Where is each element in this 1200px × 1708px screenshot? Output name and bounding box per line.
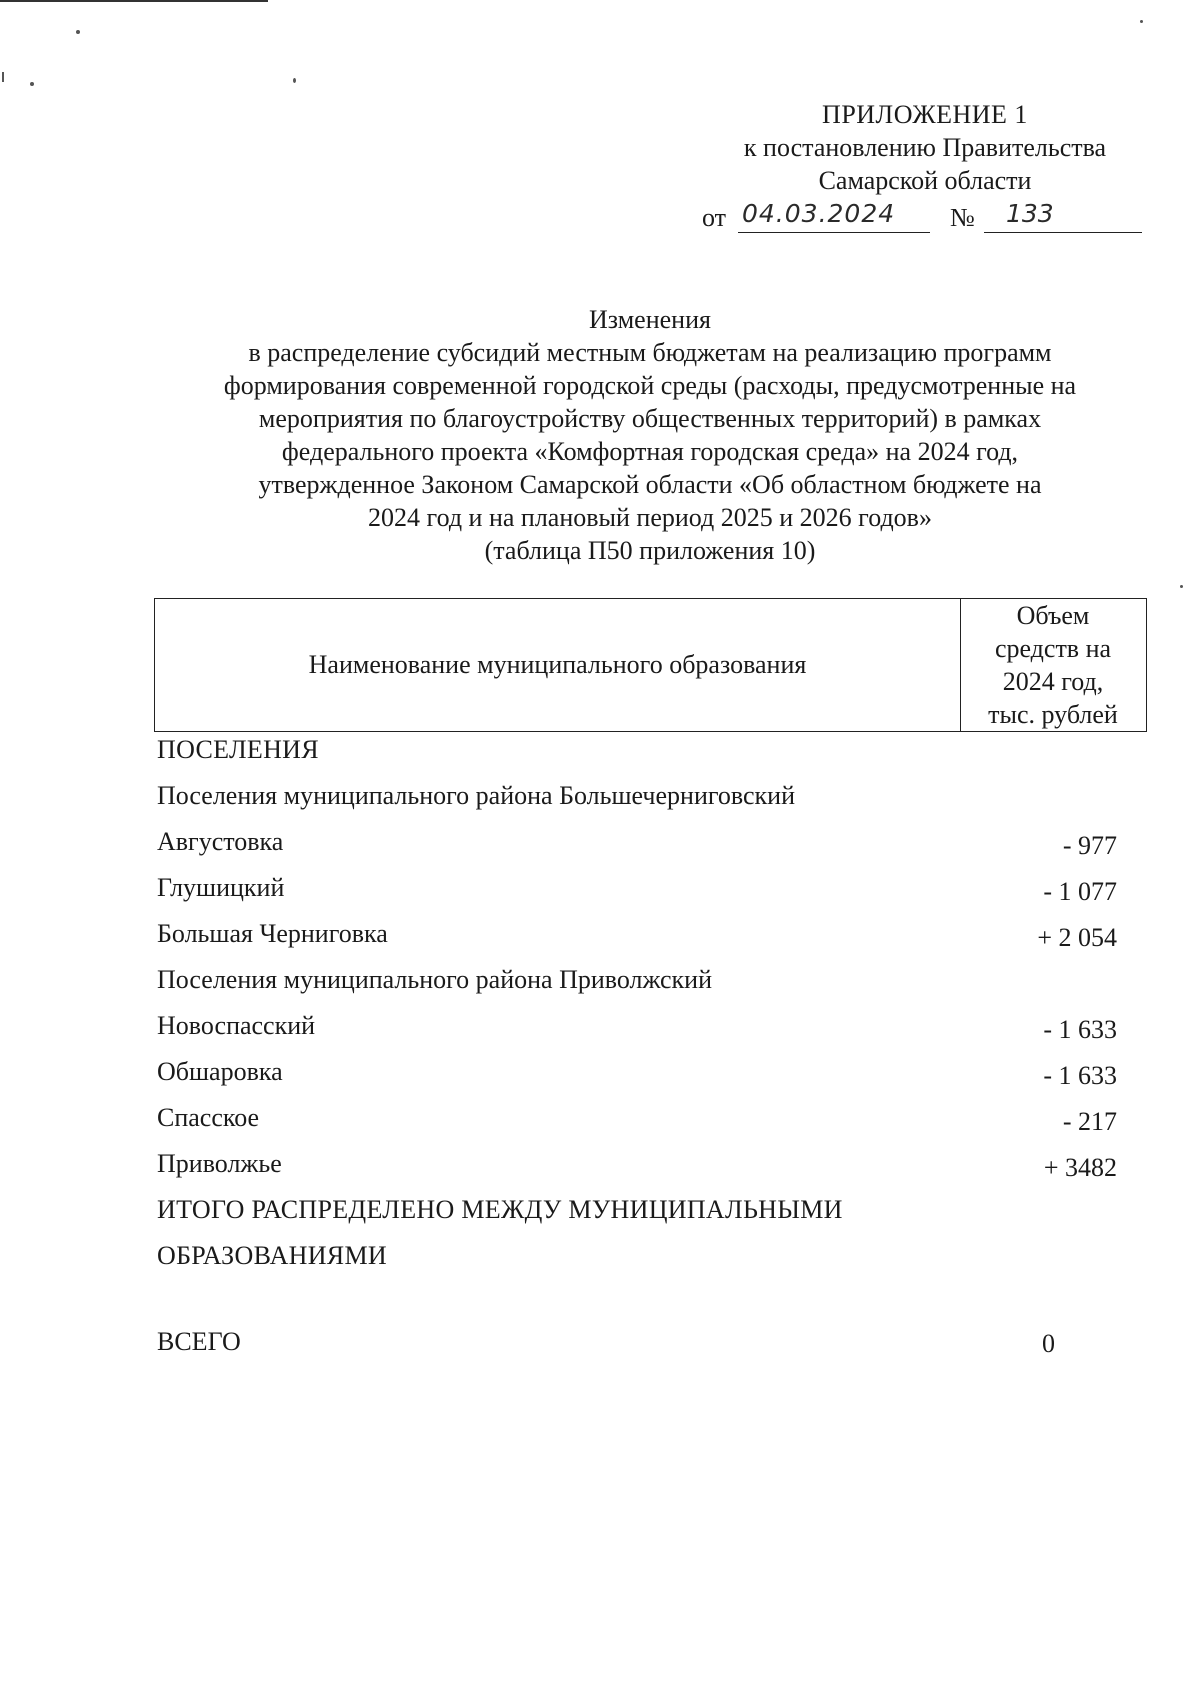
table-row <box>157 916 1117 962</box>
table-row <box>157 778 1117 824</box>
grand-total-value: 0 <box>1042 1329 1055 1358</box>
row-value: - 217 <box>1062 1107 1117 1136</box>
scan-speck <box>1140 20 1143 23</box>
row-value: - 1 633 <box>1043 1015 1117 1044</box>
row-value: - 1 077 <box>1043 877 1117 906</box>
row-value: + 2 054 <box>1037 923 1117 952</box>
scan-edge-line <box>0 0 268 2</box>
title-line: формирования современной городской среды (расходы, предусмотренные на <box>223 371 1077 400</box>
resolution-number: 133 <box>984 199 1142 233</box>
appendix-line-region: Самарской области <box>818 166 1032 195</box>
appendix-block <box>720 98 1130 197</box>
row-value: + 3482 <box>1043 1153 1117 1182</box>
row-name: Августовка <box>157 827 284 856</box>
table-row <box>157 1100 1117 1146</box>
table-row <box>157 1008 1117 1054</box>
table-row <box>157 1192 1117 1238</box>
row-name: Большая Черниговка <box>157 919 388 948</box>
table-row <box>157 962 1117 1008</box>
volume-header-line: средств на <box>994 634 1112 663</box>
scan-speck <box>76 30 80 34</box>
table-row <box>157 1146 1117 1192</box>
row-name: Приволжье <box>157 1149 282 1178</box>
scan-speck <box>1180 585 1183 588</box>
resolution-date-number <box>702 199 1142 237</box>
scan-speck <box>293 78 296 83</box>
column-header-name: Наименование муниципального образования <box>155 599 961 731</box>
row-value: - 977 <box>1062 831 1117 860</box>
row-name: Глушицкий <box>157 873 285 902</box>
row-name: Спасское <box>157 1103 260 1132</box>
row-name: ИТОГО РАСПРЕДЕЛЕНО МЕЖДУ МУНИЦИПАЛЬНЫМИ <box>157 1195 843 1224</box>
row-value: - 1 633 <box>1043 1061 1117 1090</box>
volume-header-line: 2024 год, <box>1002 667 1104 696</box>
from-label: от <box>702 203 727 232</box>
row-name: ПОСЕЛЕНИЯ <box>157 735 319 764</box>
row-name: ОБРАЗОВАНИЯМИ <box>157 1241 387 1270</box>
scan-speck <box>30 82 34 86</box>
grand-total-label: ВСЕГО <box>157 1327 241 1356</box>
document-title <box>140 303 1160 567</box>
appendix-line-resolution: к постановлению Правительства <box>743 133 1107 162</box>
title-line: (таблица П50 приложения 10) <box>484 536 816 565</box>
appendix-title: ПРИЛОЖЕНИЕ 1 <box>822 100 1028 129</box>
row-name: Обшаровка <box>157 1057 283 1086</box>
row-name: Поселения муниципального района Большечерниговский <box>157 781 796 810</box>
column-header-volume <box>961 599 1145 731</box>
number-label: № <box>950 203 975 232</box>
volume-header-line: Объем <box>1016 601 1090 630</box>
table-row <box>157 870 1117 916</box>
scan-speck <box>2 72 4 82</box>
table-row <box>157 1238 1117 1284</box>
table-row <box>157 824 1117 870</box>
title-heading: Изменения <box>589 305 711 334</box>
title-line: утвержденное Законом Самарской области «Об областном бюджете на <box>258 470 1042 499</box>
title-line: 2024 год и на плановый период 2025 и 2026 годов» <box>368 503 932 532</box>
volume-header-line: тыс. рублей <box>988 700 1118 729</box>
title-line: мероприятия по благоустройству общественных территорий) в рамках <box>258 404 1042 433</box>
title-line: в распределение субсидий местным бюджетам на реализацию программ <box>248 338 1052 367</box>
resolution-date: 04.03.2024 <box>738 199 930 233</box>
title-line: федерального проекта «Комфортная городская среда» на 2024 год, <box>281 437 1019 466</box>
row-name: Новоспасский <box>157 1011 316 1040</box>
table-header <box>154 598 1147 732</box>
row-name: Поселения муниципального района Приволжский <box>157 965 713 994</box>
table-row <box>157 1054 1117 1100</box>
table-body <box>157 732 1117 1284</box>
table-row <box>157 732 1117 778</box>
